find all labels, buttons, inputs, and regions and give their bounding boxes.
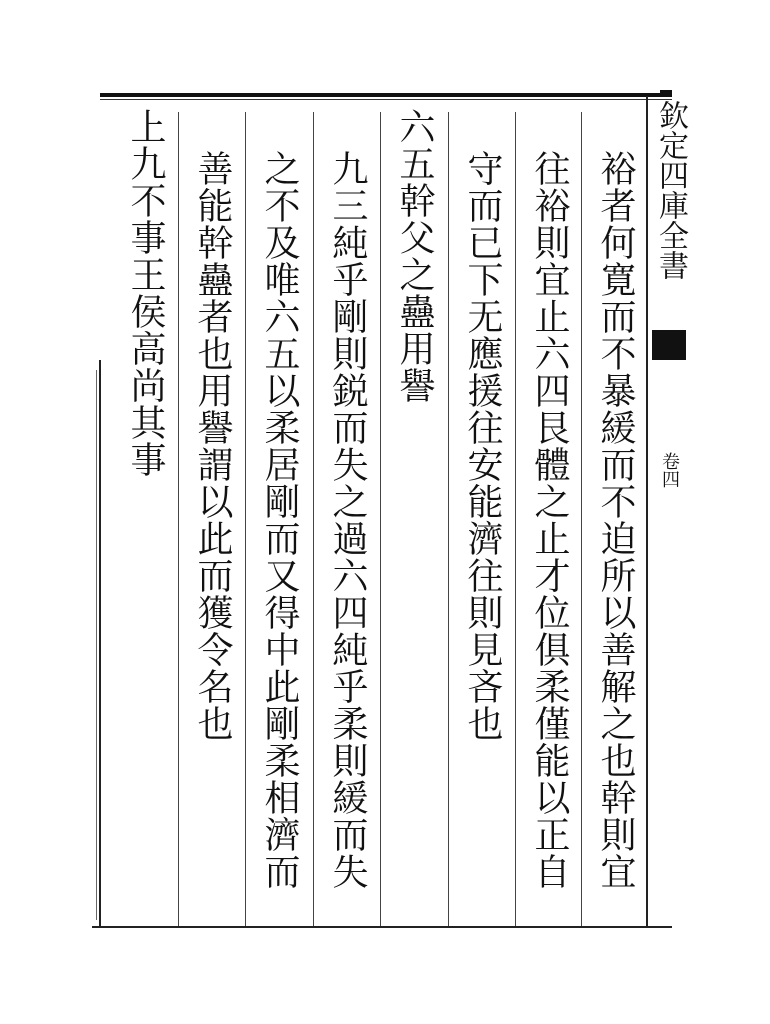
right-border xyxy=(646,96,648,926)
text-column-8: 上九不事王侯高尚其事 xyxy=(125,108,166,478)
top-border xyxy=(100,93,672,97)
column-rule xyxy=(245,112,246,926)
text-column-1: 裕者何寛而不暴緩而不迫所以善解之也幹則宜 xyxy=(595,150,636,890)
column-rule xyxy=(313,112,314,926)
left-border xyxy=(99,360,101,926)
column-rule xyxy=(178,112,179,926)
top-border-inner xyxy=(100,99,672,100)
column-rule xyxy=(515,112,516,926)
column-rule xyxy=(448,112,449,926)
text-column-3: 守而已下无應援往安能濟往則見吝也 xyxy=(462,150,503,742)
column-rule xyxy=(581,112,582,926)
text-column-2: 往裕則宜止六四艮體之止才位俱柔僅能以正自 xyxy=(529,150,570,890)
column-rule xyxy=(380,112,381,926)
volume-label: 卷四 xyxy=(659,452,680,488)
text-column-6: 之不及唯六五以柔居剛而又得中此剛柔相濟而 xyxy=(259,150,300,890)
fish-tail-mark xyxy=(652,330,686,360)
text-column-4: 六五幹父之蠱用譽 xyxy=(394,108,435,404)
text-column-5: 九三純乎剛則鋭而失之過六四純乎柔則緩而失 xyxy=(327,150,368,890)
bottom-border xyxy=(92,926,672,928)
book-title-margin: 欽定四庫全書 xyxy=(653,100,688,280)
text-column-7: 善能幹蠱者也用譽謂以此而獲令名也 xyxy=(192,150,233,742)
left-border-inner xyxy=(96,370,97,920)
